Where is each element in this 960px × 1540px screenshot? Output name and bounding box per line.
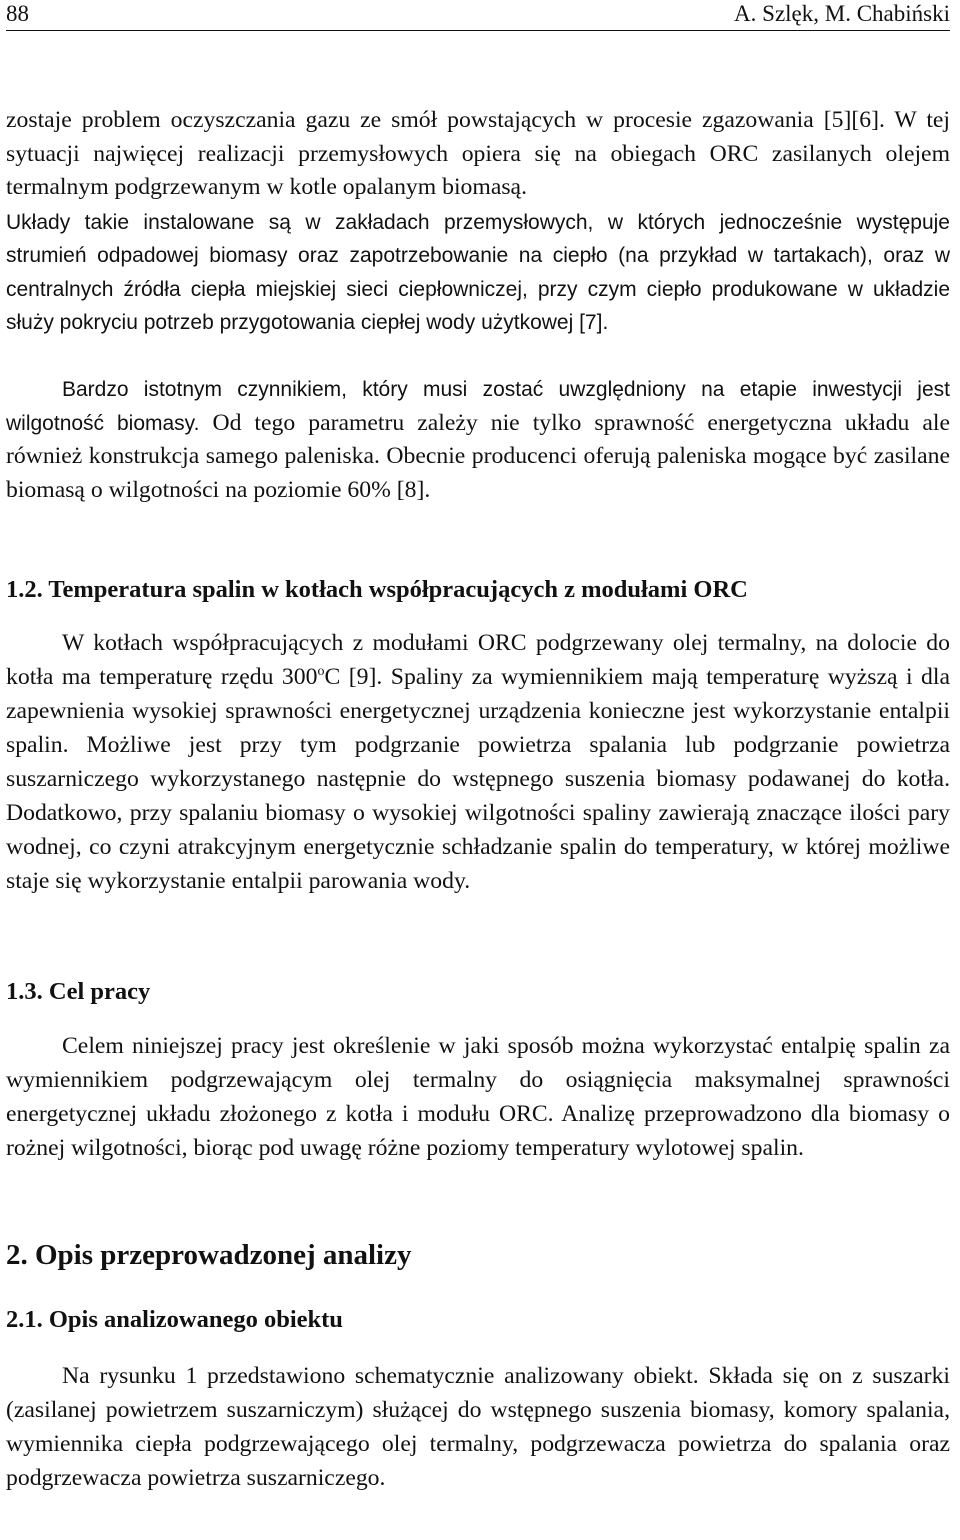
header-rule xyxy=(6,30,950,31)
paragraph-text-part-1: W kotłach współpracujących z modułami ORC podgrzewany olej termalny, na dolocie do kotła ma temperaturę rzędu 300 xyxy=(6,630,950,690)
body-paragraph-flue-gas-temperature xyxy=(6,626,950,898)
body-paragraph-continued: zostaje problem oczyszczania gazu ze smół powstających w procesie zgazowania [5][6]. W tej sytuacji najwięcej realizacji przemysłowych opiera się na obiegach ORC zasilanych olejem termalnym podgrzewanym w kotle opalanym biomasą. xyxy=(6,107,950,201)
body-paragraph-aim: Celem niniejszej pracy jest określenie w jaki sposób można wykorzystać entalpię spalin za wymiennikiem podgrzewającym olej termalny do osiągnięcia maksymalnej sprawności energetycznej układu złożonego z kotła i modułu ORC. Analizę przeprowadzono dla biomasy o rożnej wilgotności, biorąc pod uwagę różne poziomy temperatury wylotowej spalin. xyxy=(6,1033,950,1161)
section-heading-1-2: 1.2. Temperatura spalin w kotłach współpracujących z modułami ORC xyxy=(6,576,748,603)
section-heading-2-1: 2.1. Opis analizowanego obiektu xyxy=(6,1306,343,1333)
paragraph-text-part-2: C [9]. Spaliny za wymiennikiem mają temperaturę wyższą i dla zapewnienia wysokiej sprawności energetycznej urządzenia konieczne jest wykorzystanie entalpii spalin. Możliwe jest przy tym podgrzanie powietrza spalania lub podgrzanie powietrza suszarniczego wykorzystanego następnie do wstępnego suszenia biomasy podawanej do kotła. Dodatkowo, przy spalaniu biomasy o wysokiej wilgotności spaliny zawierają znaczące ilości pary wodnej, co czyni atrakcyjnym energetycznie schładzanie spalin do temperatury, w której możliwe staje się wykorzystanie entalpii parowania wody. xyxy=(6,664,950,894)
body-paragraph-biomass-moisture xyxy=(6,373,950,507)
paragraph-serif-sentences: Od tego parametru zależy nie tylko sprawność energetyczna układu ale również konstrukcja samego paleniska. Obecnie producenci oferują paleniska mogące być zasilane biomasą o wilgotności na poziomie 60% [8]. xyxy=(6,409,951,503)
page-number: 88 xyxy=(6,1,29,26)
body-paragraph-continued-sans: Układy takie instalowane są w zakładach przemysłowych, w których jednocześnie występuje strumień odpadowej biomasy oraz zapotrzebowanie na ciepło (na przykład w tartakach), oraz w centralnych źródła ciepła miejskiej sieci ciepłowniczej, przy czym ciepło produkowane w układzie służy pokryciu potrzeb przygotowania ciepłej wody użytkowej [7]. xyxy=(6,211,950,334)
degree-superscript: o xyxy=(317,664,325,679)
section-heading-1-3: 1.3. Cel pracy xyxy=(6,978,151,1005)
running-header-authors: A. Szlęk, M. Chabiński xyxy=(734,1,950,26)
paragraph-sans-sentence: Bardzo istotnym czynnikiem, który musi zostać uwzględniony na etapie inwestycji jest wilgotność biomasy. xyxy=(6,378,950,435)
section-heading-2: 2. Opis przeprowadzonej analizy xyxy=(6,1239,412,1271)
body-paragraph-object-description: Na rysunku 1 przedstawiono schematycznie analizowany obiekt. Składa się on z suszarki (zasilanej powietrzem suszarniczym) służącej do wstępnego suszenia biomasy, komory spalania, wymiennika ciepła podgrzewającego olej termalny, podgrzewacza powietrza do spalania oraz podgrzewacza powietrza suszarniczego. xyxy=(6,1363,950,1491)
running-header xyxy=(6,2,950,26)
